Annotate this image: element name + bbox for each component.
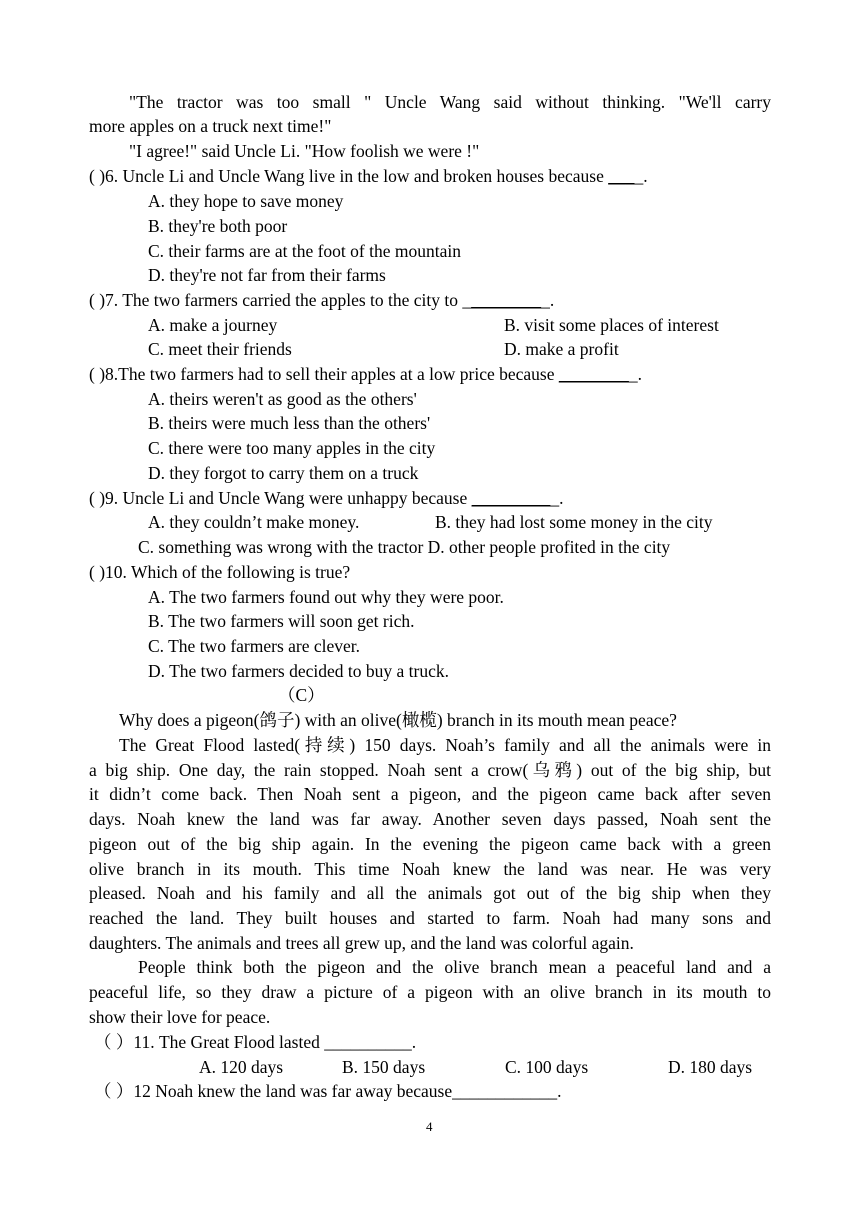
option-b: B. 150 days xyxy=(342,1057,426,1077)
passage-line: more apples on a truck next time!" xyxy=(89,116,332,136)
passage-title: Why does a pigeon(鸽子) with an olive(橄榄) branch in its mouth mean peace? xyxy=(119,710,677,730)
passage-line: pleased. Noah and his family and all the animals got out of the big ship when they xyxy=(89,883,771,903)
option-c: C. The two farmers are clever. xyxy=(148,636,361,656)
option-b: B. theirs were much less than the others' xyxy=(148,413,431,433)
option-c: C. their farms are at the foot of the mountain xyxy=(148,241,461,261)
option-c: C. there were too many apples in the city xyxy=(148,438,436,458)
question-stem: 6. Uncle Li and Uncle Wang live in the low and broken houses because xyxy=(105,166,609,186)
question-9 xyxy=(89,486,564,510)
passage-line: a big ship. One day, the rain stopped. Noah sent a crow(乌鸦) out of the big ship, but xyxy=(89,760,771,780)
passage-line: reached the land. They built houses and started to farm. Noah had many sons and xyxy=(89,908,771,928)
question-tail: _. xyxy=(550,488,564,508)
answer-blank: _________ xyxy=(471,488,551,508)
option-d: D. they're not far from their farms xyxy=(148,265,386,285)
question-stem: 10. Which of the following is true? xyxy=(105,562,351,582)
option-b: B. The two farmers will soon get rich. xyxy=(148,611,415,631)
answer-blank: ________ xyxy=(471,290,542,310)
answer-blank: ___ xyxy=(608,166,635,186)
option-c: C. meet their friends xyxy=(148,339,292,359)
option-d: D. they forgot to carry them on a truck xyxy=(148,463,419,483)
question-stem: 12 Noah knew the land was far away because____________. xyxy=(133,1081,562,1101)
section-heading: （C） xyxy=(278,685,325,705)
question-tail: _. xyxy=(541,290,555,310)
question-stem: 9. Uncle Li and Uncle Wang were unhappy because xyxy=(105,488,472,508)
passage-line: olive branch in its mouth. This time Noah knew the land was near. He was very xyxy=(89,859,771,879)
option-a: A. they couldn’t make money. xyxy=(148,512,360,532)
passage-line: People think both the pigeon and the olive branch mean a peaceful land and a xyxy=(138,957,771,977)
question-8 xyxy=(89,362,642,386)
question-11 xyxy=(94,1030,416,1054)
option-c: C. 100 days xyxy=(505,1057,589,1077)
option-a: A. theirs weren't as good as the others' xyxy=(148,389,417,409)
passage-line: daughters. The animals and trees all grew up, and the land was colorful again. xyxy=(89,933,634,953)
passage-line: pigeon out of the big ship again. In the evening the pigeon came back with a green xyxy=(89,834,771,854)
answer-bracket: ( ) xyxy=(89,364,106,384)
option-d: D. make a profit xyxy=(504,339,619,359)
option-d: D. 180 days xyxy=(668,1057,753,1077)
option-b: B. they had lost some money in the city xyxy=(435,512,713,532)
option-b: B. visit some places of interest xyxy=(504,315,719,335)
option-c-d: C. something was wrong with the tractor D. other people profited in the city xyxy=(138,537,671,557)
option-b: B. they're both poor xyxy=(148,216,288,236)
question-10 xyxy=(89,560,350,584)
question-6 xyxy=(89,164,648,188)
answer-bracket: （ ） xyxy=(94,1032,134,1052)
passage-line: "I agree!" said Uncle Li. "How foolish we were !" xyxy=(129,141,480,161)
option-a: A. The two farmers found out why they were poor. xyxy=(148,587,504,607)
option-a: A. 120 days xyxy=(199,1057,284,1077)
passage-line: days. Noah knew the land was far away. Another seven days passed, Noah sent the xyxy=(89,809,771,829)
question-tail: _. xyxy=(634,166,648,186)
passage-line: The Great Flood lasted(持续) 150 days. Noah’s family and all the animals were in xyxy=(119,735,771,755)
answer-bracket: ( ) xyxy=(89,166,106,186)
option-a: A. they hope to save money xyxy=(148,191,344,211)
passage-line: "The tractor was too small " Uncle Wang said without thinking. "We'll carry xyxy=(129,92,771,112)
option-a: A. make a journey xyxy=(148,315,278,335)
passage-line: it didn’t come back. Then Noah sent a pigeon, and the pigeon came back after seven xyxy=(89,784,771,804)
answer-bracket: （ ） xyxy=(94,1081,134,1101)
passage-line: show their love for peace. xyxy=(89,1007,271,1027)
option-d: D. The two farmers decided to buy a truck. xyxy=(148,661,449,681)
passage-line: peaceful life, so they draw a picture of a pigeon with an olive branch in its mouth to xyxy=(89,982,771,1002)
question-stem: 8.The two farmers had to sell their apples at a low price because xyxy=(105,364,559,384)
page-number: 4 xyxy=(426,1119,433,1134)
answer-bracket: ( ) xyxy=(89,488,106,508)
answer-blank: ________ xyxy=(558,364,629,384)
question-stem: 7. The two farmers carried the apples to the city to _ xyxy=(105,290,472,310)
answer-bracket: ( ) xyxy=(89,562,106,582)
question-stem: 11. The Great Flood lasted __________. xyxy=(133,1032,417,1052)
answer-bracket: ( ) xyxy=(89,290,106,310)
question-tail: _. xyxy=(628,364,643,384)
question-7 xyxy=(89,288,554,312)
question-12 xyxy=(94,1079,562,1103)
